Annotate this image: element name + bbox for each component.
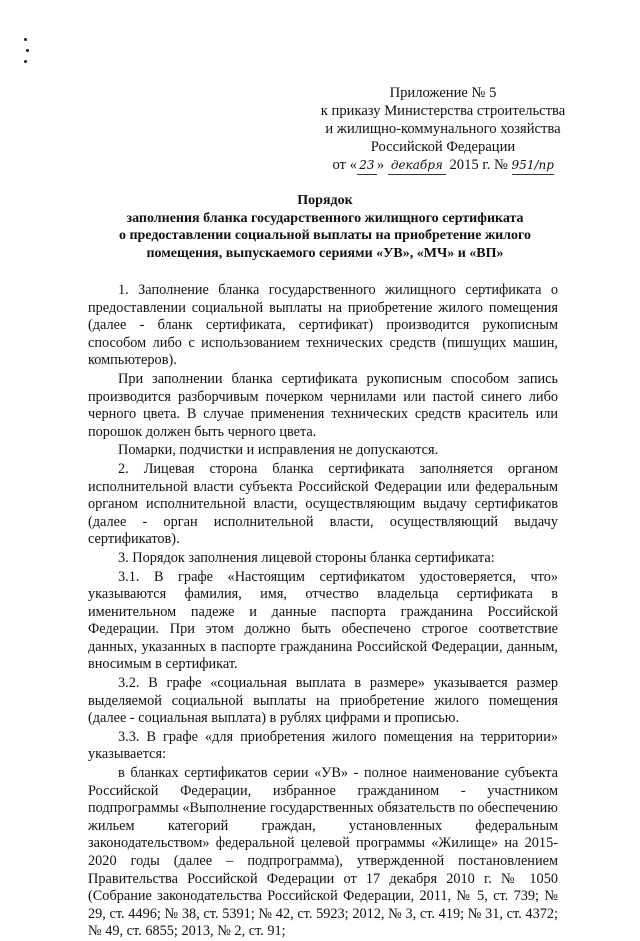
appendix-header xyxy=(300,84,586,175)
appendix-date-line xyxy=(300,156,586,175)
paragraph-6: 3.1. В графе «Настоящим сертификатом удостоверяется, что» указываются фамилия, имя, отчество владельца сертификата в именительном падеже и данные паспорта гражданина Российской Федерации. При этом должно быть обеспечено строгое соответствие данных, указанных в паспорте гражданина Российской Федерации, данным, вносимым в сертификат. xyxy=(88,568,558,673)
margin-marks xyxy=(24,38,29,71)
paragraph-1: 1. Заполнение бланка государственного жилищного сертификата о предоставлении социальной выплаты на приобретение жилого помещения (далее - бланк сертификата, сертификат) производится рукописным способом либо с использованием технических средств (пишущих машин, компьютеров). xyxy=(88,282,558,369)
paragraph-4: 2. Лицевая сторона бланка сертификата заполняется органом исполнительной власти субъекта Российской Федерации или федеральным органом исполнительной власти, осуществляющим выдачу сертификатов (далее - орган исполнительной власти, осуществляющий выдачу сертификатов). xyxy=(88,460,558,548)
title-line-3: помещения, выпускаемого сериями «УВ», «МЧ» и «ВП» xyxy=(146,245,504,261)
title-line-2: о предоставлении социальной выплаты на приобретение жилого xyxy=(118,228,532,243)
appendix-ministry: и жилищно-коммунального хозяйства xyxy=(325,121,561,137)
date-prefix: от « xyxy=(332,157,357,173)
paragraph-9: в бланках сертификатов серии «УВ» - полное наименование субъекта Российской Федерации, избранное гражданином - участником подпрограммы «Выполнение государственных обязательств по обеспечению жильем категорий граждан, установленных федеральным законодательством» федеральной целевой программы «Жилище» на 2015-2020 годы (далее – подпрограмма), утвержденной постановлением Правительства Российской Федерации от 17 декабря 2010 г. № 1050 (Собрание законодательства Российской Федерации, 2011, № 5, ст. 739; № 29, ст. 4496; № 38, ст. 5391; № 42, ст. 5923; 2012, № 3, ст. 419; № 31, ст. 4372; № 49, ст. 6855; 2013, № 2, ст. 91; xyxy=(88,765,558,940)
appendix-number: Приложение № 5 xyxy=(389,85,497,101)
handwritten-order-number: 951/пр xyxy=(512,156,554,175)
handwritten-month: декабря xyxy=(388,156,446,175)
paragraph-3: Помарки, подчистки и исправления не допускаются. xyxy=(118,442,439,459)
title-line-1: заполнения бланка государственного жилищного сертификата xyxy=(126,210,524,226)
appendix-order-ref: к приказу Министерства строительства xyxy=(320,103,566,119)
appendix-federation: Российской Федерации xyxy=(370,139,516,155)
paragraph-2: При заполнении бланка сертификата рукописным способом запись производится разборчивым почерком чернилами или пастой синего либо черного цвета. В случае применения технических средств краситель или порошок должен быть черного цвета. xyxy=(88,370,558,440)
document-body xyxy=(88,282,558,941)
document-title xyxy=(90,192,560,262)
paragraph-8: 3.3. В графе «для приобретения жилого помещения на территории» указывается: xyxy=(88,728,558,763)
date-year: 2015 г. № xyxy=(445,157,512,173)
title-heading: Порядок xyxy=(297,193,353,208)
date-mid: » xyxy=(376,157,388,173)
handwritten-day: 23 xyxy=(357,156,377,175)
paragraph-5: 3. Порядок заполнения лицевой стороны бланка сертификата: xyxy=(118,549,495,566)
paragraph-7: 3.2. В графе «социальная выплата в размере» указывается размер выделяемой социальной выплаты на приобретение жилого помещения (далее - социальная выплата) в рублях цифрами и прописью. xyxy=(88,675,558,727)
